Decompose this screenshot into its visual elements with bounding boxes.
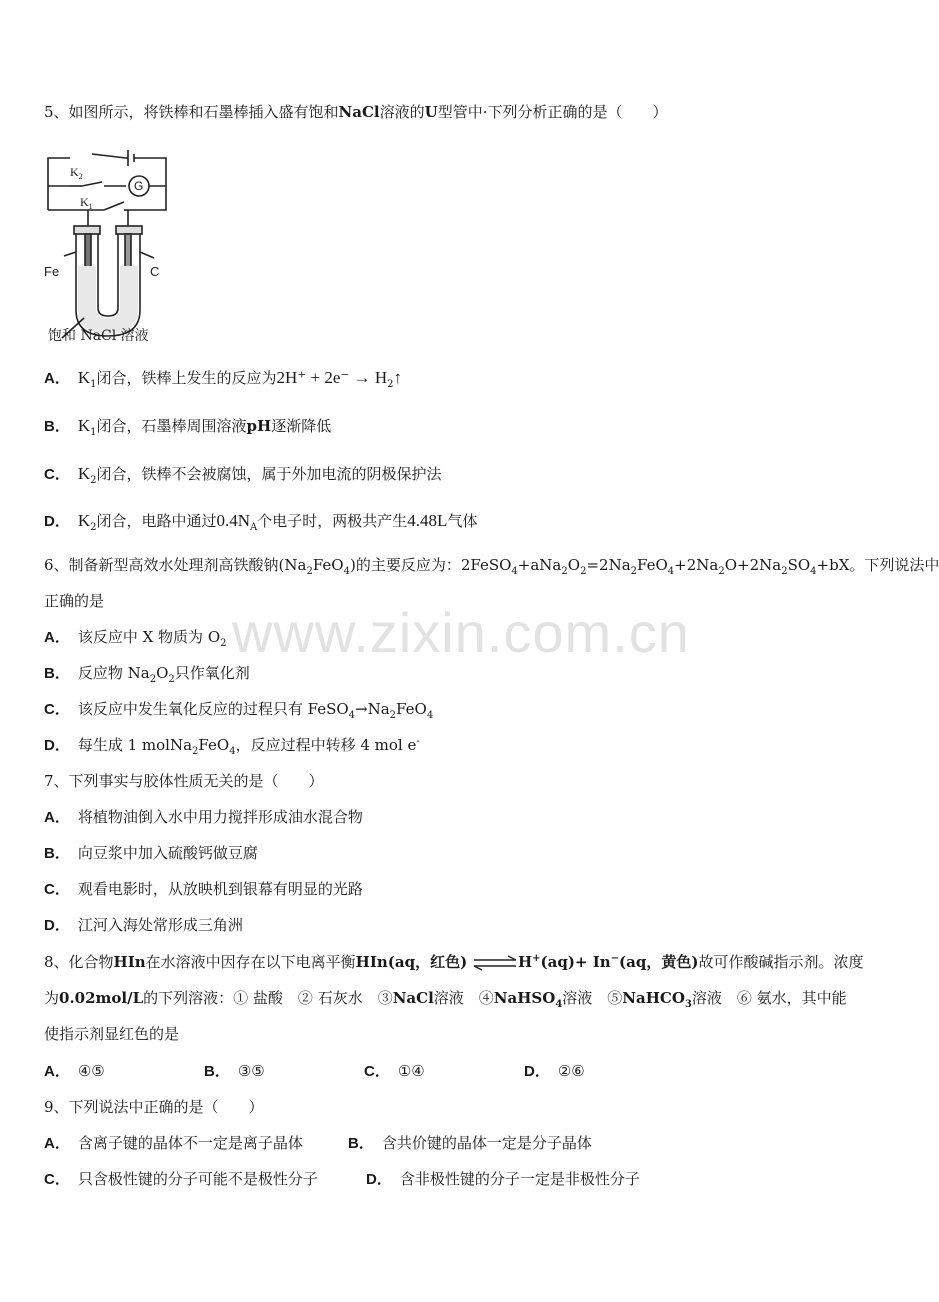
equilibrium-arrow-icon [472,956,518,970]
q6-option-a[interactable]: A． 该反应中 X 物质为 $O_2$ [44,628,227,649]
q7-option-d[interactable]: D． 江河入海处常形成三角洲 [44,916,243,934]
question-5-stem: 5、如图所示，将铁棒和石墨棒插入盛有饱和NaCl溶液的U型管中·下列分析正确的是（ ） [44,103,668,121]
q8-option-d[interactable]: D． ②⑥ [524,1062,585,1080]
q5-option-c[interactable]: C． $K_2$闭合，铁棒不会被腐蚀，属于外加电流的阴极保护法 [44,464,442,486]
q5-option-d[interactable]: D． $K_2$闭合，电路中通过$0.4N_A$个电子时，两极共产生4.48L气体 [44,511,478,533]
q9-option-d[interactable]: D． 含非极性键的分子一定是非极性分子 [366,1170,640,1188]
question-8-line1: 8、化合物HIn在水溶液中因存在以下电离平衡HIn(aq，红色) H+(aq)+ In−(aq，黄色)故可作酸碱指示剂。浓度 [44,953,864,971]
q5-option-b[interactable]: B． $K_1$闭合，石墨棒周围溶液pH逐渐降低 [44,416,332,438]
q9-options-row-1 [44,1133,592,1154]
q9-options-row-2 [44,1169,640,1190]
q7-option-c[interactable]: C． 观看电影时，从放映机到银幕有明显的光路 [44,880,363,898]
question-8-line3: 使指示剂显红色的是 [44,1025,180,1043]
q9-option-c[interactable]: C． 只含极性键的分子可能不是极性分子 [44,1170,318,1188]
q5-option-a[interactable]: A． $K_1$闭合，铁棒上发生的反应为$2H^+ + 2e^- \to H_2↑$ [44,368,403,390]
galvanometer-label: G [134,179,144,193]
solution-label: 饱和 NaCl 溶液 [48,328,149,344]
question-9-stem: 9、下列说法中正确的是（ ） [44,1098,264,1116]
q8-options-row [44,1061,585,1082]
watermark: www.zixin.com.cn [232,601,690,664]
q8-option-b[interactable]: B． ③⑤ [204,1062,265,1080]
c-label: C [150,264,160,279]
fe-label: Fe [44,264,60,279]
q6-option-b[interactable]: B． 反应物 $Na_2O_2$只作氧化剂 [44,664,250,685]
q6-option-c[interactable]: C． 该反应中发生氧化反应的过程只有 $FeSO_4\to Na_2FeO_4$ [44,700,434,721]
q9-option-a[interactable]: A． 含离子键的晶体不一定是离子晶体 [44,1134,303,1152]
k2-label: $K_2$ [70,165,83,181]
q7-option-a[interactable]: A． 将植物油倒入水中用力搅拌形成油水混合物 [44,808,363,826]
electrolysis-u-tube-diagram [40,140,180,350]
k1-label: $K_1$ [80,195,93,211]
q8-option-c[interactable]: C． ①④ [364,1062,425,1080]
question-8-line2: 为0.02mol/L的下列溶液：① 盐酸 ② 石灰水 ③NaCl溶液 ④NaHSO$_4$溶液 ⑤NaHCO$_3$溶液 ⑥ 氨水，其中能 [44,989,847,1010]
q8-option-a[interactable]: A． ④⑤ [44,1062,105,1080]
question-6-stem-line1: 6、制备新型高效水处理剂高铁酸钠$(Na_2FeO_4)$的主要反应为：$2FeSO_4+aNa_2O_2=2Na_2FeO_4+2Na_2O+2Na_2SO_4+bX$。下列说法中 [44,556,939,577]
q6-option-d[interactable]: D． 每生成 1 molNa$_2$FeO$_4$，反应过程中转移 4 mol e- [44,736,420,757]
question-6-stem-line2: 正确的是 [44,592,105,610]
question-7-stem: 7、下列事实与胶体性质无关的是（ ） [44,772,324,790]
q9-option-b[interactable]: B． 含共价键的晶体一定是分子晶体 [348,1134,592,1152]
q7-option-b[interactable]: B． 向豆浆中加入硫酸钙做豆腐 [44,844,258,862]
